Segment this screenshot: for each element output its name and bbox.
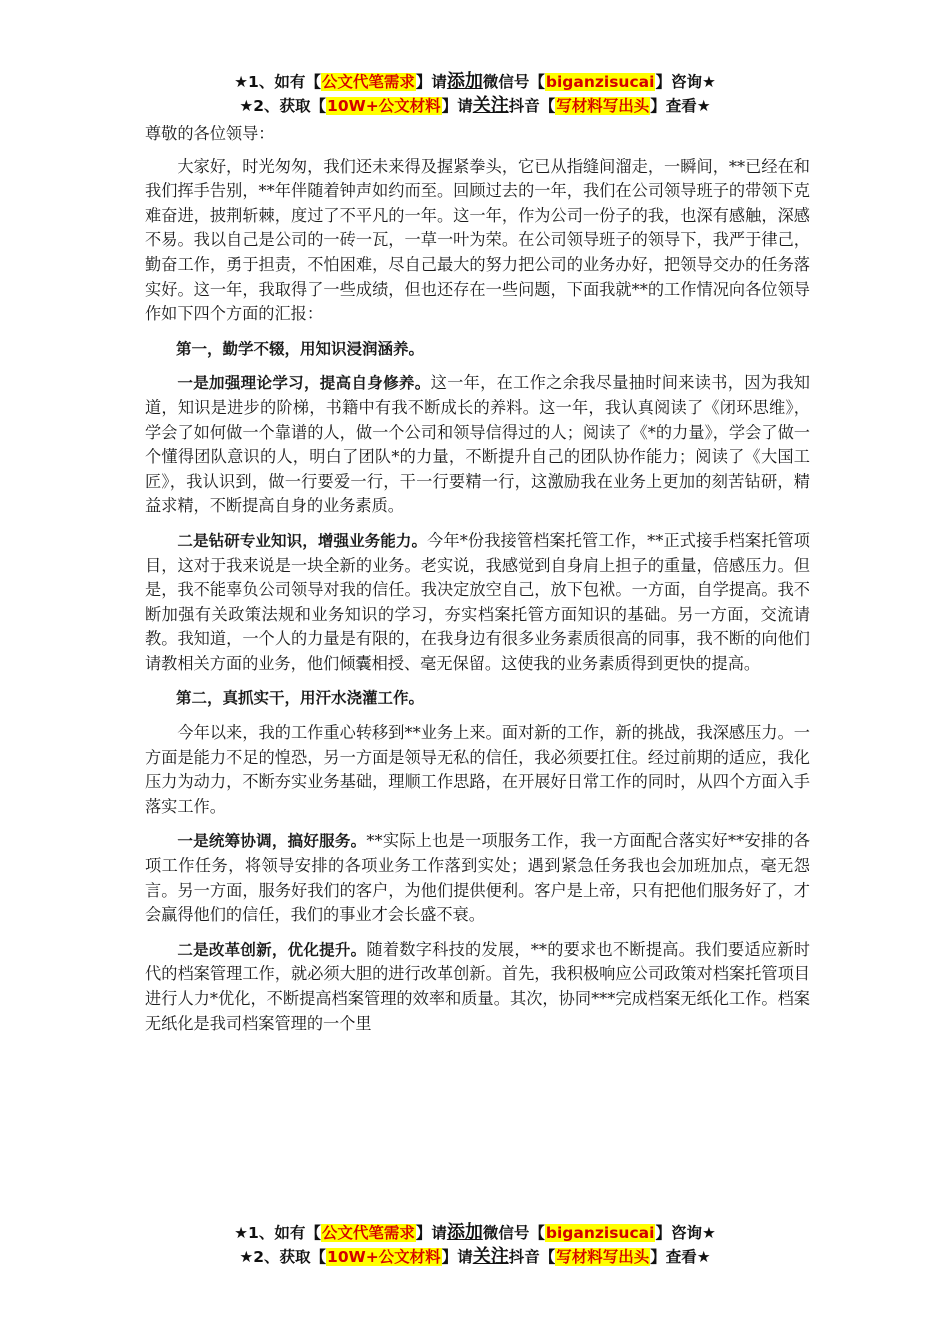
banner-line-1: ★1、如有【公文代笔需求】请添加微信号【biganzisucai】咨询★: [234, 1222, 716, 1243]
paragraph-theory-study: 一是加强理论学习，提高自身修养。这一年，在工作之余我尽量抽时间来读书，因为我知道，知识是进步的阶梯，书籍中有我不断成长的养料。这一年，我认真阅读了《闭环思维》，学会了如何做一个靠谱的人，做一个公司和领导信得过的人；阅读了《*的力量》，学会了做一个懂得团队意识的人，明白了团队*的力量，不断提升自己的团队协作能力；阅读了《大国工匠》，我认识到，做一行要爱一行，干一行要精一行，这激励我在业务上更加的刻苦钻研，精益求精，不断提高自身的业务素质。: [145, 373, 810, 516]
banner-line-2: ★2、获取【10W+公文材料】请关注抖音【写材料写出头】查看★: [239, 95, 711, 116]
document-body: [145, 122, 810, 1046]
highlight-service: 公文代笔需求: [321, 73, 415, 91]
footer-banner: [0, 1221, 950, 1269]
paragraph-coordination: 一是统筹协调，搞好服务。**实际上也是一项服务工作，我一方面配合落实好**安排的各项工作任务，将领导安排的各项业务工作落到实处；遇到紧急任务我也会加班加点，毫无怨言。另一方面，服务好我们的客户，为他们提供便利。客户是上帝，只有把他们服务好了，才会赢得他们的信任，我们的事业才会长盛不衰。: [145, 831, 810, 925]
section-heading-2: 第二，真抓实干，用汗水浇灌工作。: [176, 689, 425, 708]
paragraph-work-focus: 今年以来，我的工作重心转移到**业务上来。面对新的工作，新的挑战，我深感压力。一方面是能力不足的惶恐，另一方面是领导无私的信任，我必须要扛住。经过前期的适应，我化压力为动力，不断夯实业务基础，理顺工作思路，在开展好日常工作的同时，从四个方面入手落实工作。: [145, 723, 810, 816]
highlight-materials: 10W+公文材料: [327, 1248, 441, 1266]
lead-text: 二是改革创新，优化提升。: [177, 940, 367, 959]
salutation: 尊敬的各位领导：: [145, 124, 275, 143]
banner-line-2: ★2、获取【10W+公文材料】请关注抖音【写材料写出头】查看★: [239, 1246, 711, 1267]
header-banner: [0, 70, 950, 118]
paragraph-professional-knowledge: 二是钻研专业知识，增强业务能力。今年*份我接管档案托管工作，**正式接手档案托管项目，这对于我来说是一块全新的业务。老实说，我感觉到自身肩上担子的重量，倍感压力。但是，我不能辜负公司领导对我的信任。我决定放空自己，放下包袱。一方面，自学提高。我不断加强有关政策法规和业务知识的学习，夯实档案托管方面知识的基础。另一方面，交流请教。我知道，一个人的力量是有限的，在我身边有很多业务素质很高的同事，我不断的向他们请教相关方面的业务，他们倾囊相授、毫无保留。这使我的业务素质得到更快的提高。: [145, 530, 810, 673]
lead-text: 一是加强理论学习，提高自身修养。: [177, 374, 431, 393]
section-heading-1: 第一，勤学不辍，用知识浸润涵养。: [176, 339, 425, 358]
highlight-douyin-id: 写材料写出头: [556, 1248, 650, 1266]
paragraph-innovation: 二是改革创新，优化提升。随着数字科技的发展，**的要求也不断提高。我们要适应新时代的档案管理工作，就必须大胆的进行改革创新。首先，我积极响应公司政策对档案托管项目进行人力*优化，不断提高档案管理的效率和质量。其次，协同***完成档案无纸化工作。档案无纸化是我司档案管理的一个里: [145, 939, 810, 1033]
highlight-wechat-id: biganzisucai: [545, 1224, 655, 1242]
highlight-materials: 10W+公文材料: [327, 97, 441, 115]
banner-line-1: ★1、如有【公文代笔需求】请添加微信号【biganzisucai】咨询★: [234, 71, 716, 92]
lead-text: 二是钻研专业知识，增强业务能力。: [177, 531, 428, 550]
highlight-service: 公文代笔需求: [321, 1224, 415, 1242]
lead-text: 一是统筹协调，搞好服务。: [177, 832, 367, 851]
highlight-wechat-id: biganzisucai: [545, 73, 655, 91]
highlight-douyin-id: 写材料写出头: [556, 97, 650, 115]
paragraph-intro: 大家好，时光匆匆，我们还未来得及握紧拳头，它已从指缝间溜走，一瞬间，**已经在和我们挥手告别，**年伴随着钟声如约而至。回顾过去的一年，我们在公司领导班子的带领下克难奋进，披荆斩棘，度过了不平凡的一年。这一年，作为公司一份子的我，也深有感触，深感不易。我以自己是公司的一砖一瓦，一草一叶为荣。在公司领导班子的领导下，我严于律己，勤奋工作，勇于担责，不怕困难，尽自己最大的努力把公司的业务办好，把领导交办的任务落实好。这一年，我取得了一些成绩，但也还存在一些问题，下面我就**的工作情况向各位领导作如下四个方面的汇报：: [145, 156, 810, 324]
